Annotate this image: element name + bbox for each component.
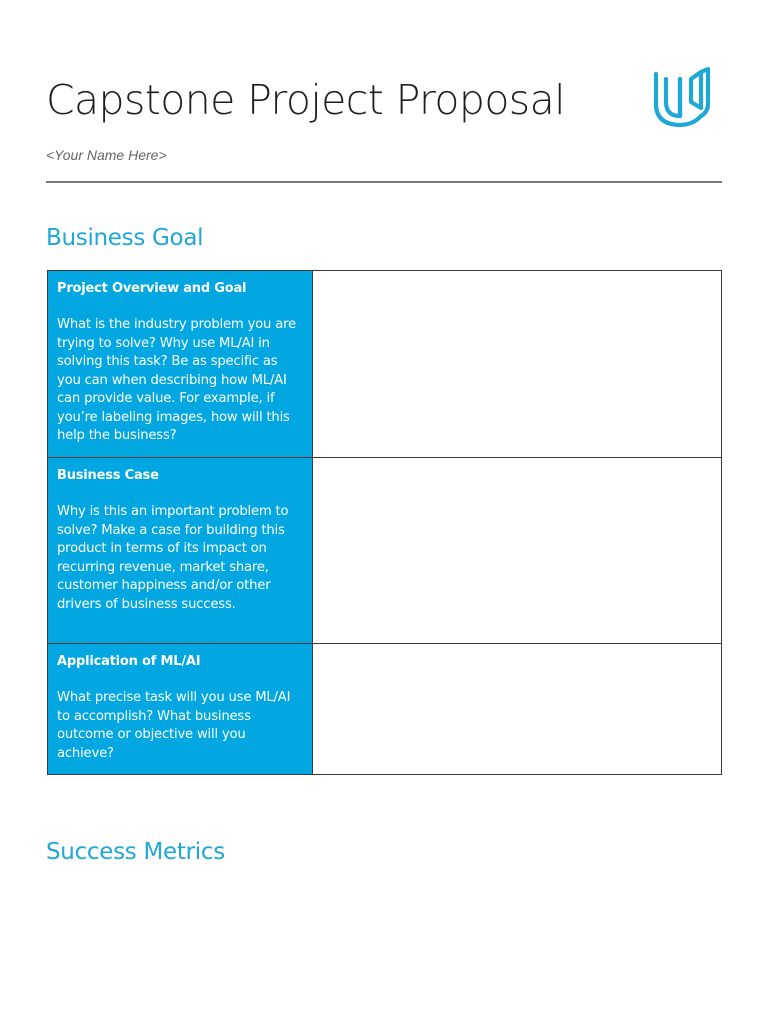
author-name-placeholder: <Your Name Here> [46,147,167,163]
page-title: Capstone Project Proposal [46,76,565,124]
table-label-cell [48,458,313,644]
cell-prompt: What precise task will you use ML/AI to accomplish? What business outcome or objective will you achieve? [57,690,291,761]
table-label-cell [48,271,313,458]
cell-prompt: What is the industry problem you are trying to solve? Why use ML/AI in solving this task? Be as specific as you can when describing how ML/AI can provide value. For example, if you’re labeling images, how will this help the business? [57,317,296,443]
cell-title: Business Case [57,468,159,483]
business-goal-heading: Business Goal [46,225,204,251]
success-metrics-heading: Success Metrics [46,839,225,865]
cell-title: Application of ML/AI [57,654,201,669]
udacity-logo-icon [653,66,711,128]
table-row [48,644,722,775]
answer-cell-application-ml-ai[interactable] [313,644,722,775]
answer-cell-business-case[interactable] [313,458,722,644]
business-goal-table [47,270,722,775]
table-row [48,271,722,458]
table-row [48,458,722,644]
cell-title: Project Overview and Goal [57,281,247,296]
answer-cell-project-overview[interactable] [313,271,722,458]
cell-prompt: Why is this an important problem to solve? Make a case for building this product in terms of its impact on recurring revenue, market share, customer happiness and/or other drivers of business success. [57,504,289,612]
header-divider [46,181,722,183]
table-label-cell [48,644,313,775]
